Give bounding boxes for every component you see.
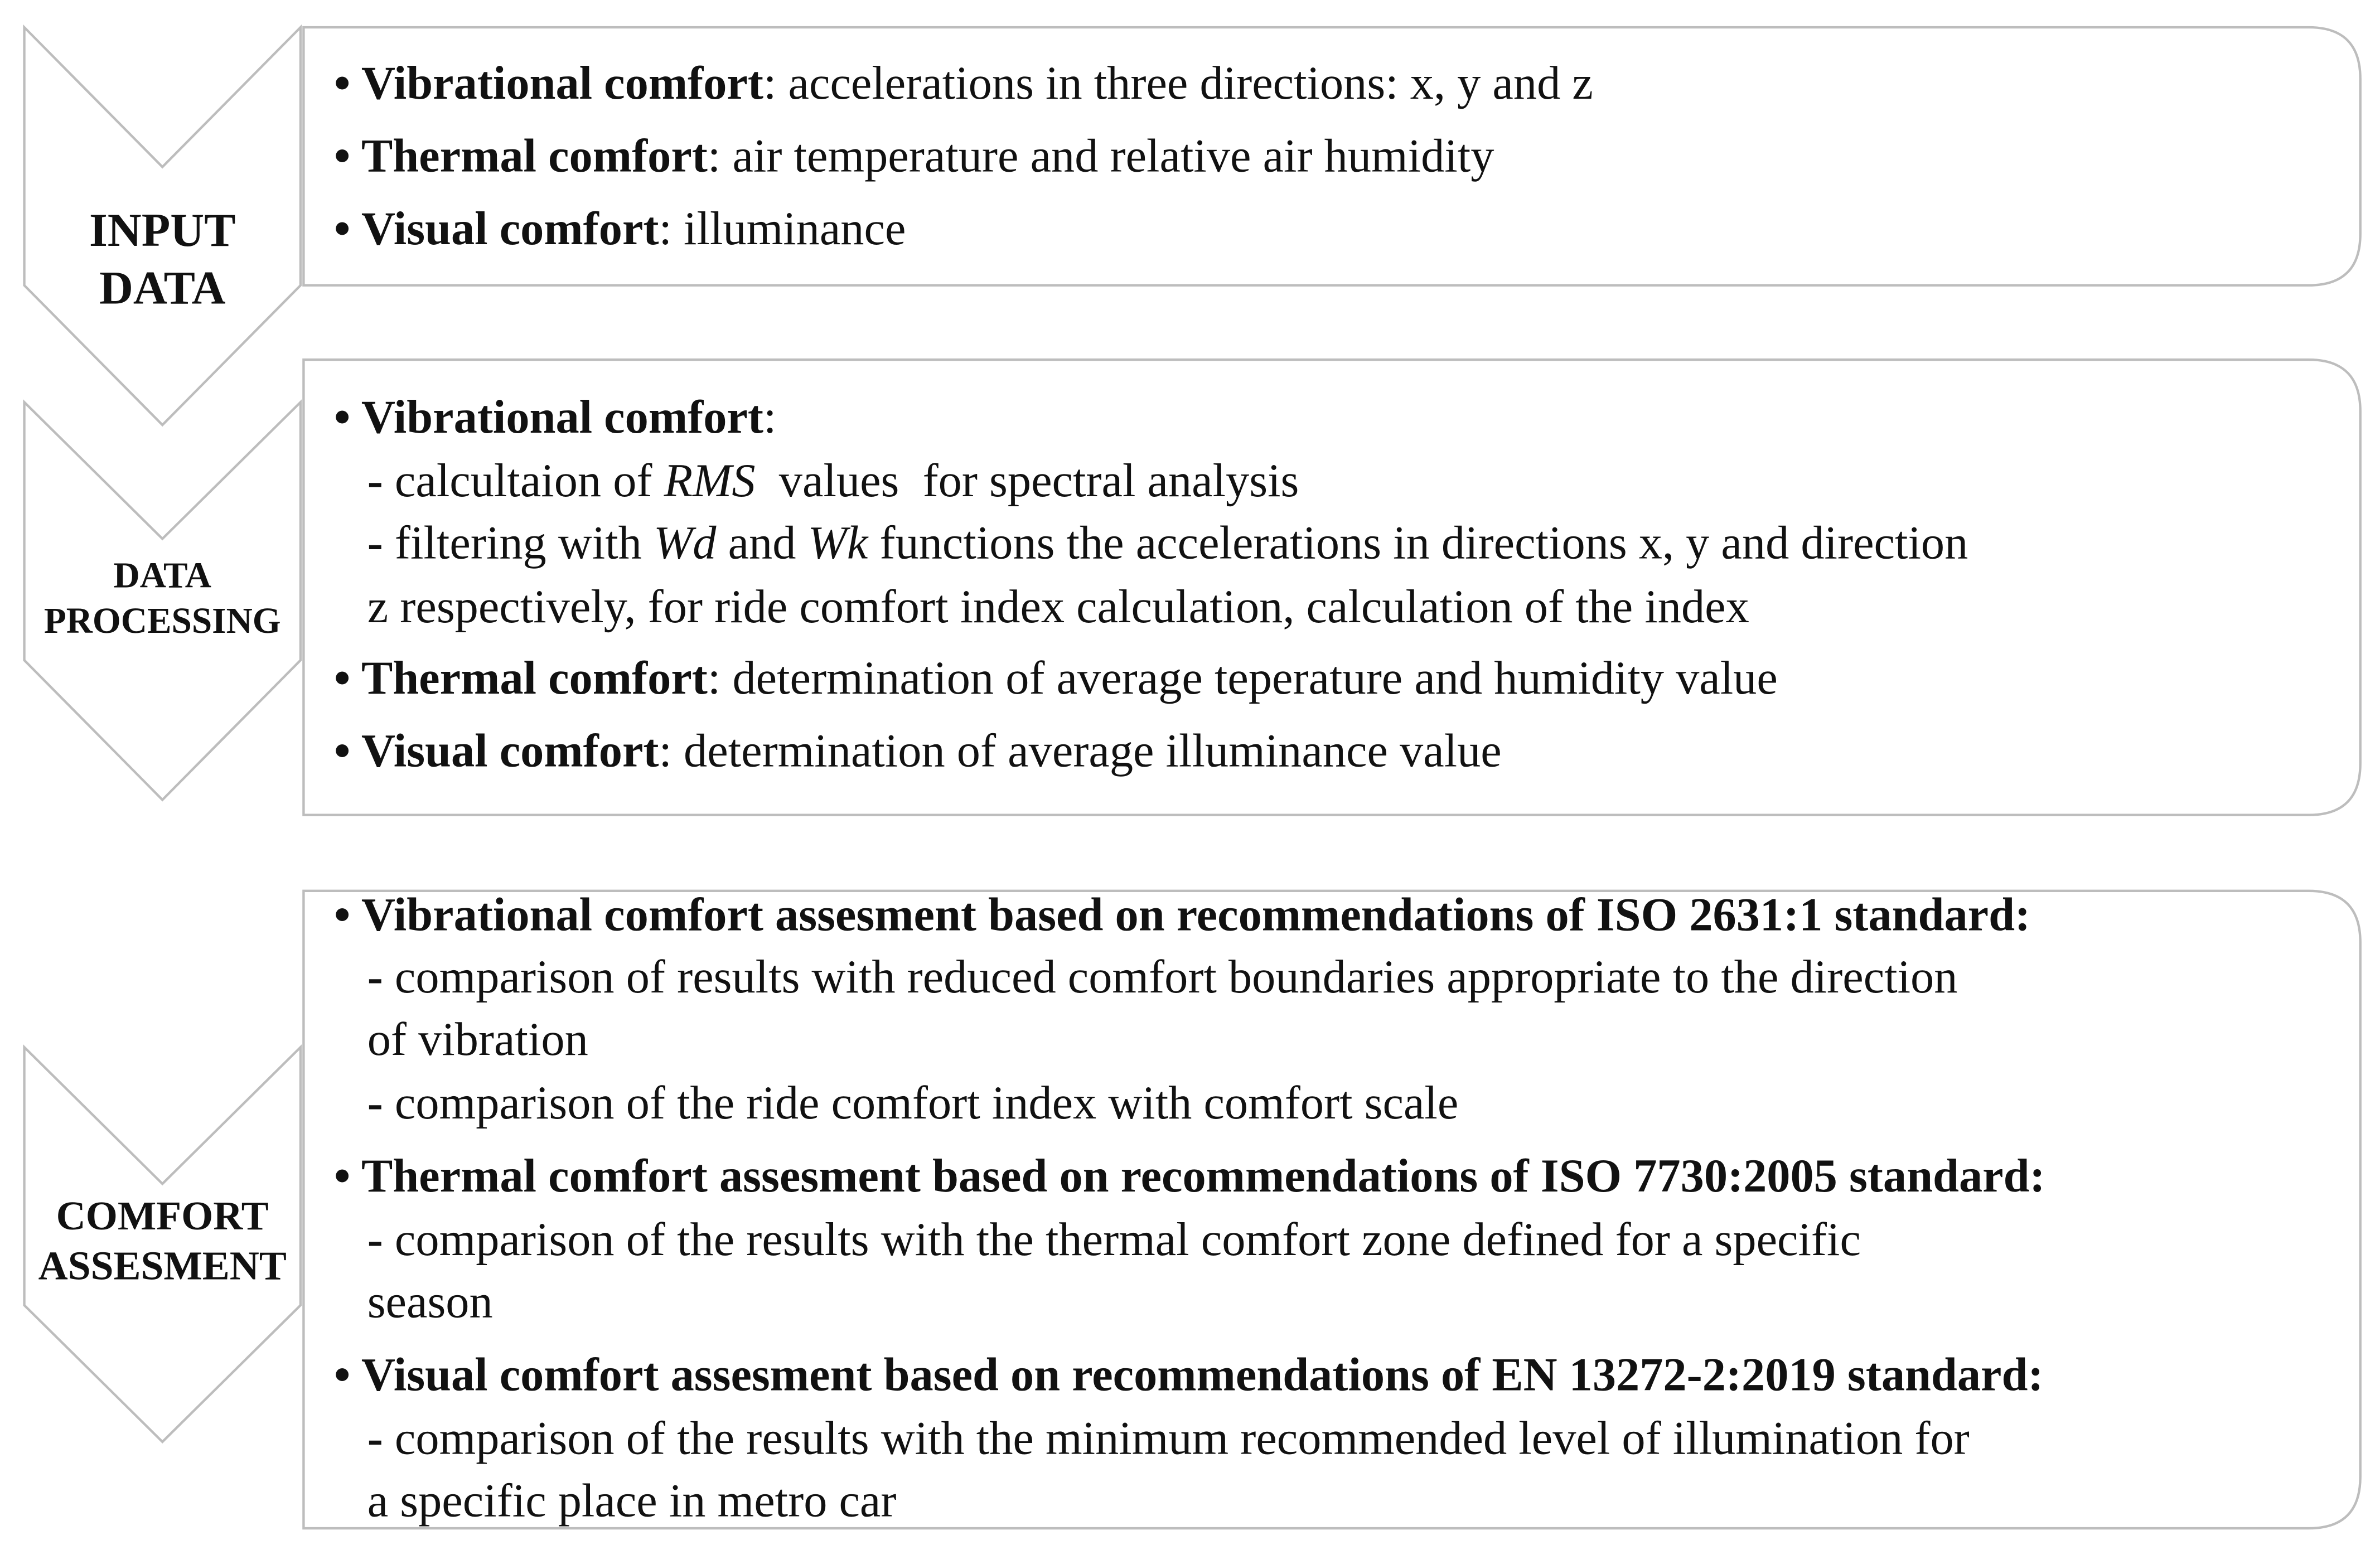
stage-label: DATA [113,557,211,597]
sub-item-line [367,1413,1970,1465]
text: : air temperature and relative air humidity [707,129,1494,182]
sub-item-line [367,952,1958,1004]
italic-text: Wd [653,516,717,569]
text: : determination of average teperature and humidity value [707,651,1778,705]
bullet-item [334,725,1502,777]
sub-item-line [367,517,1968,569]
bold-text: • [333,56,361,109]
sub-item-line [367,579,1749,633]
bold-text: Visual comfort [361,724,659,777]
bold-text: Thermal comfort [361,129,708,182]
text: functions the accelerations in directions x, y and direction [868,516,1968,569]
stage-label: ASSESMENT [38,1243,287,1289]
bullet-item [334,1349,2044,1401]
text: filtering with [394,516,654,569]
text: and [716,516,808,569]
bold-text: • [333,202,361,255]
bold-text: Visual comfort [361,202,659,255]
text: comparison of results with reduced comfort boundaries appropriate to the direction [394,950,1958,1004]
sub-item-line [367,1276,493,1328]
text: z respectively, for ride comfort index calculation, calculation of the index [367,579,1749,633]
sub-item-line [367,1014,588,1065]
text: a specific place in metro car [367,1474,897,1527]
bullet-item [334,57,1593,109]
bold-text: • [333,724,361,777]
stage-label: DATA [99,260,226,314]
stage-label: PROCESSING [43,602,281,642]
text: : illuminance [659,202,906,255]
bold-text: - [367,1212,395,1266]
text: calcultaion of [394,453,664,507]
bold-text: Vibrational comfort [361,390,763,443]
text: comparison of the results with the thermal comfort zone defined for a specific [394,1212,1861,1266]
bold-text: - [367,1076,395,1130]
italic-text: Wk [807,516,868,569]
bold-text: Thermal comfort assesment based on recommendations of ISO 7730:2005 standard: [361,1149,2045,1202]
bullet-item [334,130,1494,182]
text: comparison of the results with the minimum recommended level of illumination for [394,1411,1970,1465]
sub-item-line [367,1214,1861,1266]
bold-text: • [333,651,361,705]
text: : determination of average illuminance value [659,724,1502,777]
sub-item-line [367,1475,897,1527]
text: comparison of the ride comfort index with comfort scale [394,1076,1459,1130]
bullet-item [334,204,906,255]
bold-text: Visual comfort assesment based on recommendations of EN 13272-2:2019 standard: [361,1348,2044,1401]
bold-text: - [367,1411,395,1465]
bold-text: - [367,950,395,1004]
text: values for spectral analysis [755,453,1299,507]
text: : accelerations in three directions: x, y and z [763,56,1593,109]
bold-text: • [333,1348,361,1401]
stage-label: INPUT [89,203,236,256]
bullet-item [334,652,1778,704]
sub-item-line [367,453,1299,507]
stage-label: COMFORT [56,1193,269,1239]
bold-text: Thermal comfort [361,651,708,705]
bold-text: - [367,453,395,507]
bold-text: • [333,888,361,941]
bold-text: • [333,390,361,443]
bullet-item [334,391,777,443]
text: : [763,390,777,443]
bold-text: • [333,1149,361,1202]
bold-text: - [367,516,395,569]
italic-text: RMS [664,453,756,507]
bullet-item [334,889,2030,941]
bold-text: • [333,129,361,182]
bold-text: Vibrational comfort assesment based on recommendations of ISO 2631:1 standard: [361,888,2031,941]
sub-item-line [367,1078,1459,1130]
bold-text: Vibrational comfort [361,56,763,109]
text: season [367,1275,493,1328]
bullet-item [334,1150,2045,1202]
text: of vibration [367,1012,588,1065]
